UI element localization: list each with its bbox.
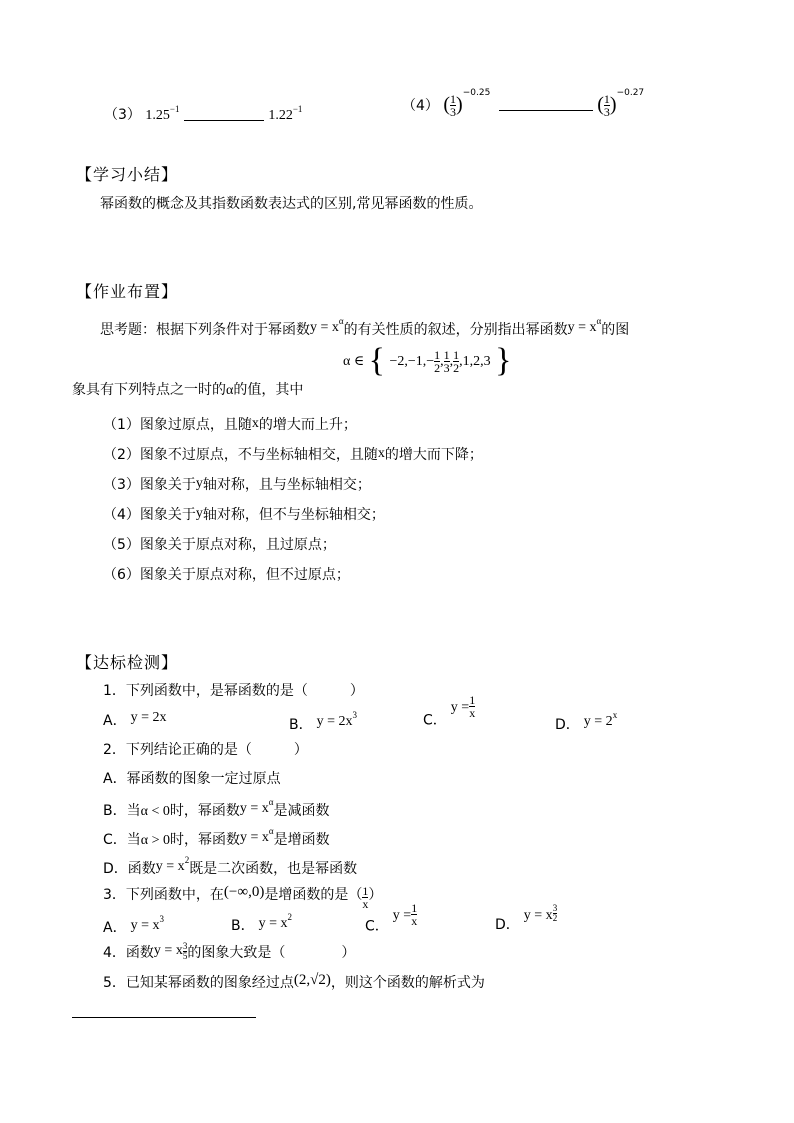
question-5: 5．已知某幂函数的图象经过点(2,√2)，则这个函数的解析式为: [103, 972, 485, 991]
problem-label: （3）: [104, 107, 141, 123]
section-heading-summary: 【学习小结】: [76, 165, 179, 184]
question-1-options: [103, 693, 763, 738]
question-4: 4．函数y = x $\frac{3}{5}$ 的图象大致是（ ）: [103, 941, 356, 961]
math-right: $1.22^{-1}$: [268, 104, 303, 123]
option-d: D． $y = 2^x$: [555, 710, 618, 733]
alpha-set: α ∈ { −2,−1,− $\frac{1}{2}$ , $\frac{1}{3}$ , $\frac{1}{2}$ ,1,2,3 }: [343, 342, 512, 379]
summary-text: 幂函数的概念及其指数函数表达式的区别,常见幂函数的性质。: [100, 196, 483, 212]
question-2-option-d: D．函数$y = x^2$既是二次函数，也是幂函数: [103, 855, 358, 877]
option-a: A． $y = x^3$: [103, 914, 164, 936]
math-power-function: $y = x^\alpha$: [310, 316, 344, 335]
homework-item: （4）图象关于y轴对称，但不与坐标轴相交；: [103, 506, 385, 523]
question-1: 1．下列函数中，是幂函数的是（ ）: [103, 683, 364, 699]
option-a: A． y = 2x: [103, 710, 167, 729]
problem-4: [402, 88, 644, 118]
option-b: B． $y = 2x^3$: [289, 710, 358, 733]
question-2-option-b: B．当α < 0时，幂函数$y = x^\alpha$是减函数: [103, 797, 330, 819]
question-3: 3．下列函数中，在(−∞,0)是增函数的是（ $\frac{1}{x}$ ）: [103, 884, 383, 911]
section-heading-test: 【达标检测】: [76, 653, 179, 672]
math-power-function: $y = x^\alpha$: [567, 316, 602, 335]
option-b: B． $y = x^2$: [231, 912, 293, 934]
problem-label: （4）: [402, 98, 439, 114]
math-left: $1.25^{-1}$: [145, 104, 180, 123]
question-3-options: [103, 901, 763, 940]
footnote-divider: [72, 1017, 256, 1018]
option-c: C．y = $\frac{1}{x}$: [423, 693, 476, 729]
homework-item: （5）图象关于原点对称，且过原点；: [103, 537, 336, 553]
homework-item: （3）图象关于y轴对称，且与坐标轴相交；: [103, 476, 371, 493]
homework-item: （6）图象关于原点对称，但不过原点；: [103, 567, 350, 583]
homework-item: （2）图象不过原点，不与坐标轴相交，且随x的增大而下降；: [103, 446, 483, 463]
option-d: D．y = x $\frac{3}{2}$: [495, 903, 558, 933]
section-heading-homework: 【作业布置】: [76, 282, 179, 301]
answer-blank: [184, 119, 264, 121]
option-c: C．y = $\frac{1}{x}$: [365, 901, 418, 935]
answer-blank: [499, 109, 593, 111]
question-2: 2．下列结论正确的是（ ）: [103, 742, 308, 758]
math-left: ( $\frac{1}{3}$ )$^{-0.25}$: [443, 88, 491, 119]
question-2-option-a: A．幂函数的图象一定过原点: [103, 771, 281, 787]
homework-intro: 思考题：根据下列条件对于幂函数$y = x^\alpha$的有关性质的叙述，分别指出幂函数$y = x^\alpha$的图: [100, 316, 630, 338]
homework-intro-line2: 象具有下列特点之一时的α的值，其中: [72, 382, 304, 398]
homework-item: （1）图象过原点，且随x的增大而上升；: [103, 416, 357, 433]
problem-3: [104, 104, 302, 124]
math-right: ( $\frac{1}{3}$ )$^{-0.27}$: [597, 88, 645, 119]
question-2-option-c: C．当α > 0时，幂函数$y = x^\alpha$是增函数: [103, 826, 330, 848]
